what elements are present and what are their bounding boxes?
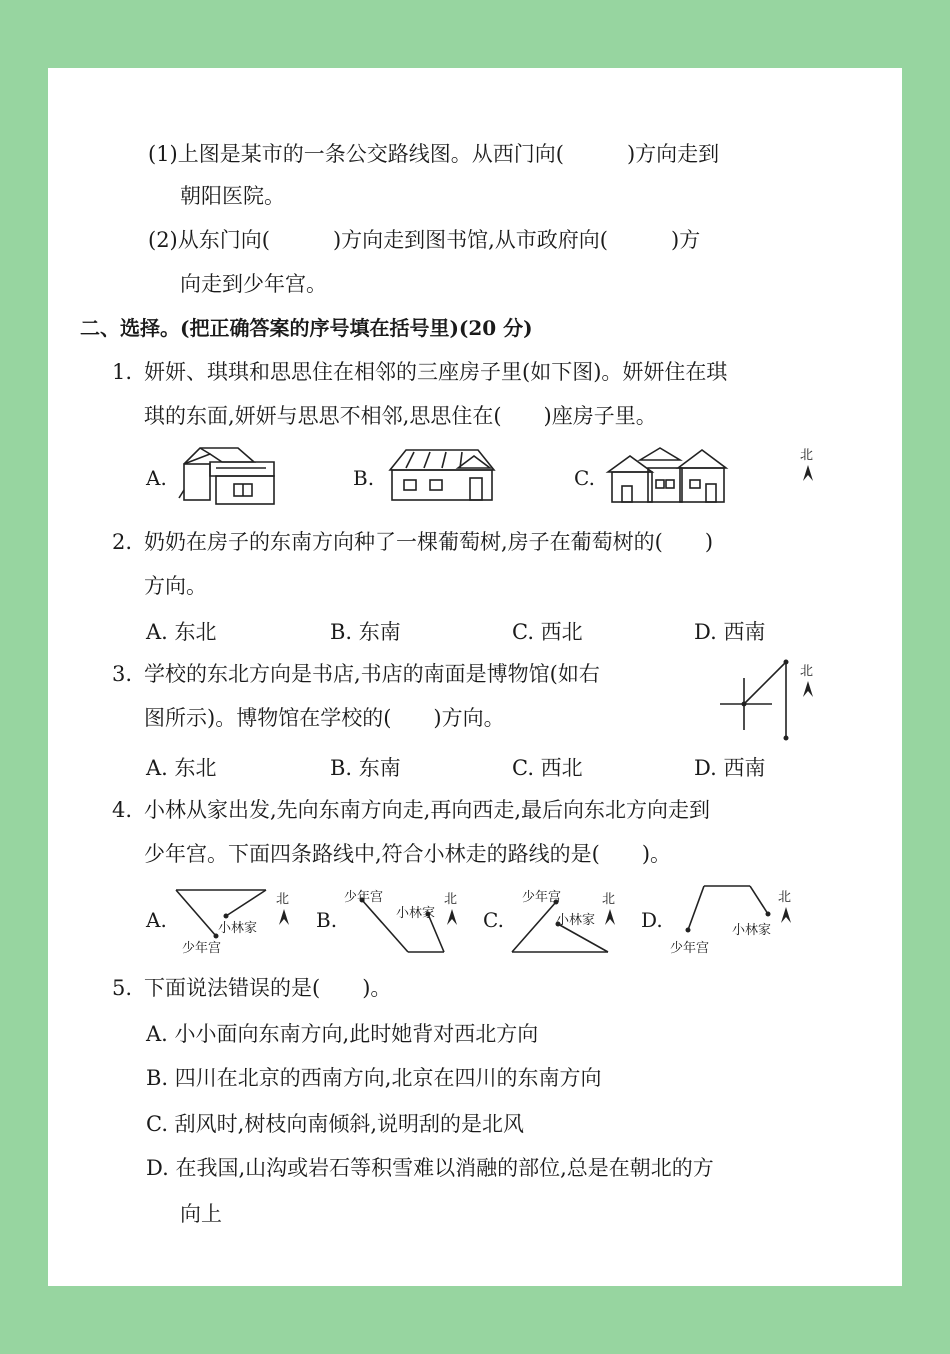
- route-c-palace-label: 少年宫: [522, 890, 562, 905]
- north-arrow-q1: [800, 444, 816, 489]
- question-3-line1: 学校的东北方向是书店,书店的南面是博物馆(如右: [144, 662, 600, 686]
- q3-option-c: C. 西北: [512, 756, 583, 780]
- north-label: 北: [602, 892, 616, 907]
- q2-option-a: A. 东北: [146, 620, 217, 644]
- q5-option-b: B. 四川在北京的西南方向,北京在四川的东南方向: [146, 1066, 602, 1090]
- q1-option-b-label: B.: [353, 466, 375, 490]
- question-1-number: 1.: [112, 360, 133, 384]
- question-2-number: 2.: [112, 530, 133, 554]
- house-b-icon: [384, 446, 498, 504]
- q4-option-b-label: B.: [316, 908, 338, 932]
- sub-question-2-line2: 向走到少年宫。: [180, 272, 327, 296]
- route-c-home-label: 小林家: [556, 913, 596, 928]
- q5-option-a: A. 小小面向东南方向,此时她背对西北方向: [146, 1022, 539, 1046]
- q1-option-a-label: A.: [146, 466, 167, 490]
- q4-option-c-label: C.: [483, 908, 504, 932]
- question-5-number: 5.: [112, 976, 133, 1000]
- route-b-home-label: 小林家: [396, 906, 436, 921]
- question-2-line1: 奶奶在房子的东南方向种了一棵葡萄树,房子在葡萄树的( ): [144, 530, 714, 554]
- q4-option-d-label: D.: [641, 908, 663, 932]
- north-label: 北: [276, 892, 290, 907]
- north-arrow-icon: [800, 463, 816, 485]
- section-heading: 二、选择。(把正确答案的序号填在括号里)(20 分): [80, 316, 533, 340]
- house-c-icon: [600, 446, 730, 506]
- q4-option-a-label: A.: [146, 908, 167, 932]
- north-arrow-icon: [276, 907, 292, 929]
- north-arrow-icon: [778, 905, 794, 927]
- north-label: 北: [778, 890, 792, 905]
- q3-option-a: A. 东北: [146, 756, 217, 780]
- north-label: 北: [800, 448, 814, 463]
- question-4-number: 4.: [112, 798, 133, 822]
- question-4-line1: 小林从家出发,先向东南方向走,再向西走,最后向东北方向走到: [144, 798, 711, 822]
- route-a-home-label: 小林家: [218, 921, 258, 936]
- q5-option-d: D. 在我国,山沟或岩石等积雪难以消融的部位,总是在朝北的方: [146, 1156, 714, 1180]
- north-label: 北: [800, 664, 814, 679]
- q2-option-d: D. 西南: [694, 620, 766, 644]
- q5-option-d-continued: 向上: [180, 1202, 222, 1226]
- house-a-icon: [176, 444, 280, 508]
- north-arrow-icon: [800, 679, 816, 701]
- north-arrow-q4c: [602, 888, 618, 933]
- sub-question-1-line1: (1)上图是某市的一条公交路线图。从西门向( )方向走到: [148, 142, 720, 166]
- sub-question-2-line1: (2)从东门向( )方向走到图书馆,从市政府向( )方: [148, 228, 701, 252]
- question-3-number: 3.: [112, 662, 133, 686]
- question-1-line2: 琪的东面,妍妍与思思不相邻,思思住在( )座房子里。: [144, 404, 657, 428]
- question-4-line2: 少年宫。下面四条路线中,符合小林走的路线的是( )。: [144, 842, 672, 866]
- north-arrow-q3: [800, 660, 816, 705]
- north-arrow-q4b: [444, 888, 460, 933]
- q2-option-b: B. 东南: [330, 620, 401, 644]
- route-b-palace-label: 少年宫: [344, 890, 384, 905]
- north-arrow-q4a: [276, 888, 292, 933]
- question-3-line2: 图所示)。博物馆在学校的( )方向。: [144, 706, 505, 730]
- north-label: 北: [444, 892, 458, 907]
- north-arrow-icon: [444, 907, 460, 929]
- question-1-line1: 妍妍、琪琪和思思住在相邻的三座房子里(如下图)。妍妍住在琪: [144, 360, 728, 384]
- route-d-home-label: 小林家: [732, 923, 772, 938]
- q5-option-c: C. 刮风时,树枝向南倾斜,说明刮的是北风: [146, 1112, 525, 1136]
- q3-option-d: D. 西南: [694, 756, 766, 780]
- q2-option-c: C. 西北: [512, 620, 583, 644]
- q1-option-c-label: C.: [574, 466, 595, 490]
- q3-direction-diagram: [716, 656, 796, 744]
- route-d-palace-label: 少年宫: [670, 941, 710, 956]
- north-arrow-icon: [602, 907, 618, 929]
- route-a-palace-label: 少年宫: [182, 941, 222, 956]
- q3-option-b: B. 东南: [330, 756, 401, 780]
- sub-question-1-line2: 朝阳医院。: [180, 184, 285, 208]
- question-2-line2: 方向。: [144, 574, 207, 598]
- question-5-line1: 下面说法错误的是( )。: [144, 976, 392, 1000]
- north-arrow-q4d: [778, 886, 794, 931]
